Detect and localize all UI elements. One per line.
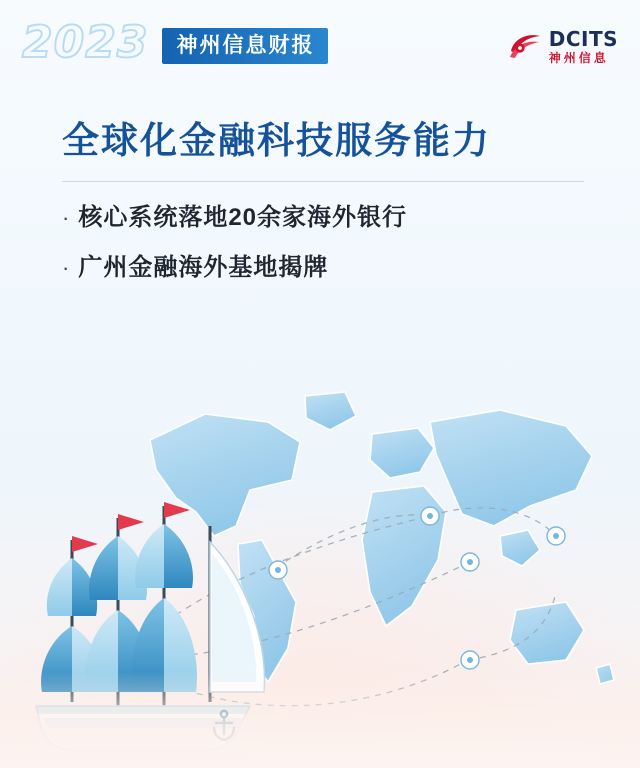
logo-cn-label: 神州信息 <box>548 50 609 65</box>
bullet-dot-icon: · <box>62 255 70 281</box>
year-label: 2023 <box>22 17 149 68</box>
list-item <box>62 204 584 232</box>
logo-text <box>548 26 618 65</box>
dcits-swoosh-logo-icon <box>508 31 542 61</box>
bullet-text: 核心系统落地20余家海外银行 <box>78 204 408 232</box>
logo-en-label: DCITS <box>548 26 618 51</box>
illustration-area <box>0 330 640 768</box>
bullet-text: 广州金融海外基地揭牌 <box>78 254 329 282</box>
bullet-dot-icon: · <box>62 205 70 231</box>
page-title: 全球化金融科技服务能力 <box>62 120 491 161</box>
list-item <box>62 254 584 282</box>
title-divider <box>62 181 584 182</box>
sailing-ship-illustration <box>36 502 264 764</box>
bullet-list <box>62 204 584 282</box>
headline-block <box>62 118 584 304</box>
header-bar <box>0 0 640 92</box>
company-logo <box>508 26 618 65</box>
report-tag: 神州信息财报 <box>162 28 328 64</box>
